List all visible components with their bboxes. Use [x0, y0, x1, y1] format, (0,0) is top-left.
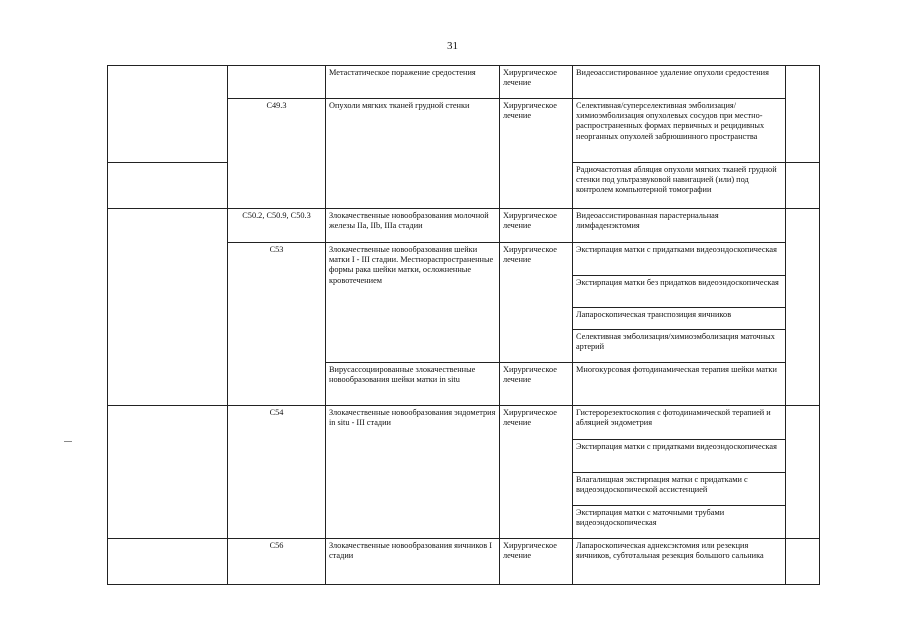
treatment-cell: Хирургическое лечение [500, 99, 573, 209]
code-cell [228, 66, 326, 99]
group-cell [108, 209, 228, 406]
method-cell: Лапароскопическая транспозиция яичников [573, 308, 786, 330]
method-cell: Селективная эмболизация/химиоэмболизация маточных артерий [573, 330, 786, 363]
extra-cell [786, 163, 820, 209]
method-cell: Экстирпация матки без придатков видеоэндоскопическая [573, 276, 786, 308]
method-cell: Экстирпация матки с придатками видеоэндоскопическая [573, 243, 786, 276]
group-cell [108, 406, 228, 539]
diagnosis-cell: Вирусассоциированные злокачественные новообразования шейки матки in situ [326, 363, 500, 406]
extra-cell [786, 66, 820, 163]
treatment-cell: Хирургическое лечение [500, 209, 573, 243]
procedures-table [107, 65, 820, 585]
method-cell: Гистерорезектоскопия с фотодинамической терапией и абляцией эндометрия [573, 406, 786, 440]
table-row [108, 539, 820, 585]
code-cell: C50.2, C50.9, C50.3 [228, 209, 326, 243]
group-cell [108, 539, 228, 585]
table-row [108, 66, 820, 99]
method-cell: Лапароскопическая аднексэктомия или резекция яичников, субтотальная резекция большого сальника [573, 539, 786, 585]
diagnosis-cell: Злокачественные новообразования яичников I стадии [326, 539, 500, 585]
treatment-cell: Хирургическое лечение [500, 539, 573, 585]
method-cell: Видеоассистированное удаление опухоли средостения [573, 66, 786, 99]
method-cell: Многокурсовая фотодинамическая терапия шейки матки [573, 363, 786, 406]
group-cell [108, 163, 228, 209]
treatment-cell: Хирургическое лечение [500, 363, 573, 406]
treatment-cell: Хирургическое лечение [500, 406, 573, 539]
method-cell: Видеоассистированная парастернальная лимфаденэктомия [573, 209, 786, 243]
method-cell: Экстирпация матки с маточными трубами видеоэндоскопическая [573, 506, 786, 539]
treatment-cell: Хирургическое лечение [500, 66, 573, 99]
table-row [108, 406, 820, 440]
method-cell: Селективная/суперселективная эмболизация/химиоэмболизация опухолевых сосудов при местно-распространенных формах первичных и рецидивных неорганных опухолей забрюшинного пространства [573, 99, 786, 163]
treatment-cell: Хирургическое лечение [500, 243, 573, 363]
extra-cell [786, 209, 820, 406]
code-cell: C53 [228, 243, 326, 406]
method-cell: Радиочастотная абляция опухоли мягких тканей грудной стенки под ультразвуковой навигацией (или) под контролем компьютерной томографии [573, 163, 786, 209]
group-cell [108, 66, 228, 163]
page-number: 31 [447, 40, 458, 52]
margin-mark [64, 441, 72, 442]
code-cell: C56 [228, 539, 326, 585]
extra-cell [786, 406, 820, 539]
diagnosis-cell: Опухоли мягких тканей грудной стенки [326, 99, 500, 209]
diagnosis-cell: Злокачественные новообразования шейки матки I - III стадии. Местнораспространенные формы рака шейки матки, осложненные кровотечением [326, 243, 500, 363]
code-cell: C54 [228, 406, 326, 539]
diagnosis-cell: Злокачественные новообразования молочной железы IIa, IIb, IIIa стадии [326, 209, 500, 243]
table-row [108, 209, 820, 243]
method-cell: Экстирпация матки с придатками видеоэндоскопическая [573, 440, 786, 473]
code-cell: C49.3 [228, 99, 326, 209]
method-cell: Влагалищная экстирпация матки с придатками с видеоэндоскопической ассистенцией [573, 473, 786, 506]
extra-cell [786, 539, 820, 585]
diagnosis-cell: Злокачественные новообразования эндометрия in situ - III стадии [326, 406, 500, 539]
diagnosis-cell: Метастатическое поражение средостения [326, 66, 500, 99]
